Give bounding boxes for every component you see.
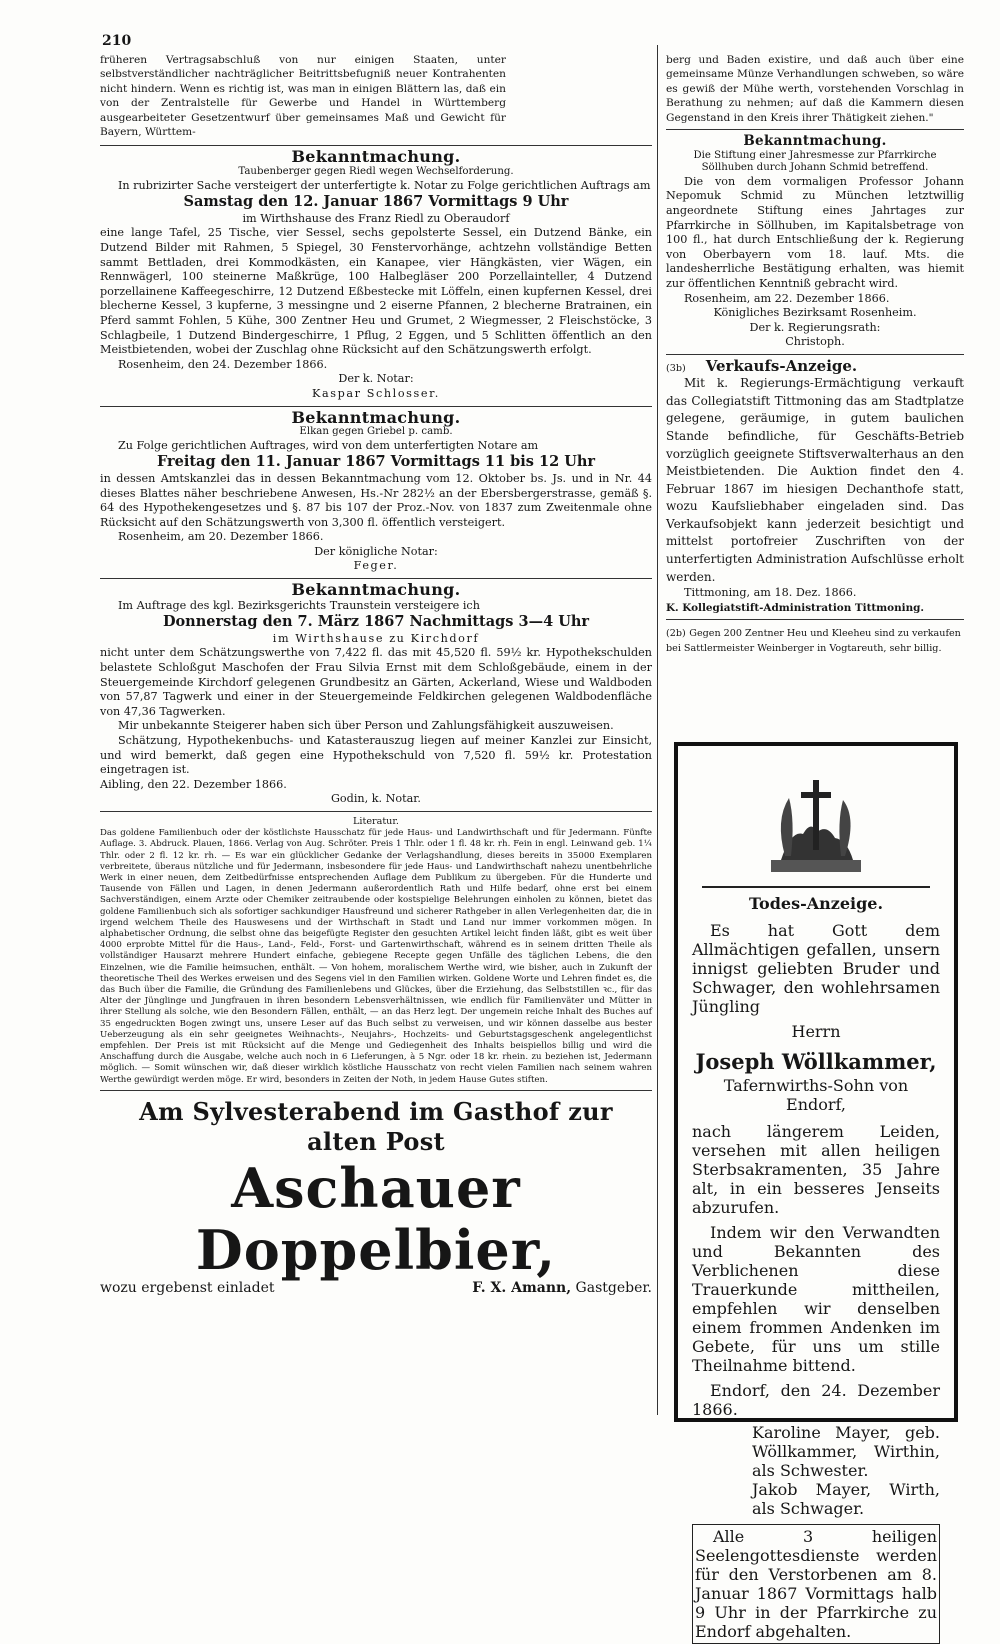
- advert-footer: [100, 1281, 652, 1296]
- divider: [666, 354, 964, 355]
- auction-date: Freitag den 11. Januar 1867 Vormittags 11 bis 12 Uhr: [156, 453, 596, 471]
- heu-text: Gegen 200 Zentner Heu und Kleeheu sind zu verkaufen bei Sattlermeister Weinberger in Vogtareuth, sehr billig.: [666, 628, 961, 655]
- mass-notice: [692, 1524, 940, 1644]
- literatur-section: [100, 816, 652, 1086]
- notice-place-date: Aibling, den 22. Dezember 1866.: [100, 777, 287, 791]
- death-notice-title: Todes-Anzeige.: [748, 894, 884, 913]
- auction-date: Samstag den 12. Januar 1867 Vormittags 9 Uhr: [183, 193, 569, 211]
- intro-left-text: früheren Vertragsabschluß von nur einigen Staaten, unter selbstverständlicher nachträglicher Beitrittsbefugniß neuer Kontrahenten nicht hindern. Wenn es richtig ist, was man in einigen Blättern las, daß ein von der Zentralstelle für Gewerbe und Handel in Württemberg ausgearbeiteter Gesetzentwurf über gemeinsames Maß und Gewicht für Bayern, Württem-: [100, 54, 506, 139]
- verkauf-place-date: Tittmoning, am 18. Dez. 1866.: [684, 586, 857, 600]
- newspaper-page: [100, 25, 964, 1641]
- notice-subtitle: Elkan gegen Griebel p. camb.: [299, 426, 453, 438]
- signer-title: Der k. Regierungsrath:: [749, 320, 881, 334]
- death-mass-text: Alle 3 heiligen Seelengottesdienste werden für den Verstorbenen am 8. Januar 1867 Vormittags halb 9 Uhr in der Pfarrkirche zu Endorf abgehalten.: [695, 1527, 937, 1641]
- grave-cross-emblem: [761, 760, 871, 880]
- signer-title: Der k. Notar:: [338, 372, 414, 386]
- notice-body: nicht unter dem Schätzungswerthe von 7,422 fl. das mit 45,520 fl. 59½ kr. Hypothekschulden belastete Schloßgut Maschofen der Frau Silvia Ernst mit dem Schloßgebäude, einem in der Steuergemeinde Kirchdorf gelegenen Grundbesitz an Gärten, Ackerland, Wiese und Waldboden von 57,87 Tagwerk und einer in der Steuergemeinde Feldkirchen gelegenen Waldbodenfläche von 47,36 Tagwerken.: [100, 646, 652, 718]
- notice-place-date: Rosenheim, am 22. Dezember 1866.: [684, 291, 890, 305]
- advert-product: Aschauer Doppelbier,: [195, 1155, 557, 1282]
- notice-intro: In rubrizirter Sache versteigert der unterfertigte k. Notar zu Folge gerichtlichen Auftrags am: [118, 178, 651, 192]
- death-place-date: Endorf, den 24. Dezember 1866.: [692, 1381, 940, 1419]
- verkauf-title: Verkaufs-Anzeige.: [705, 356, 858, 375]
- notice-maschofen: [100, 580, 652, 807]
- literatur-text: Das goldene Familienbuch oder der köstlichste Hausschatz für jede Haus- und Landwirthschaft und für Jedermann. Fünfte Auflage. 3. Abdruck. Plauen, 1866. Verlag von Aug. Schröter. Preis 1 Thlr. oder 1 fl. 48 kr. rh. Fein in engl. Leinwand geb. 1¼ Thlr. oder 2 fl. 12 kr. rh. — Es war ein glücklicher Gedanke der Verlagshandlung, dieses bereits in 35000 Exemplaren verbreitete, überaus nützliche und für Jedermann, insbesondere für jede Haus- und Landwirthschaft nahezu unentbehrliche Werk in einer neuen, dem Zeitbedürfnisse entsprechenden Auflage dem Publikum zu übergeben. Für die Hunderte und Tausende von Fällen und Lagen, in denen Jedermann außerordentlich Rath und Hilfe bedarf, ohne erst bei einem Sachverständigen, einem Arzte oder Chemiker zeitraubende oder kostspielige Belehrungen einholen zu können, bietet das goldene Familienbuch sich als sofortiger sachkundiger Hausfreund und sicherer Rathgeber in allen Verlegenheiten dar, die in irgend welchem Theile des Hauswesens und der Wirthschaft in Stadt und Land nur immer vorkommen mögen. In alphabetischer Ordnung, die selbst ohne das beigefügte Register den gesuchten Artikel leicht finden läßt, gibt es weit über 4000 erprobte Mittel für die Haus-, Land-, Feld-, Forst- und Gartenwirthschaft, während es in seinem dritten Theile als vollständiger Hausarzt mehrere Hundert einfache, gebiegene Recepte gegen Unfälle des täglichen Lebens, die den Einzelnen, wie die Familie heimsuchen, enthält. — Von hohem, moralischem Werthe wird, wie bisher, auch in Zukunft der theoretische Theil des Werkes erweisen und des Segens viel in den Familien wirken. Goldene Worte und Lehren findet es, die das Buch über die Familie, die Gründung des Familienlebens und Glückes, über die Erziehung, das Selbststillen ꝛc., für das Alter der Jünglinge und Jungfrauen in ihren besondern Lebensverhältnissen, wie endlich für Familienväter und Mütter in ihrer Stellung als solche, wie den Besondern Fällen, enthält, — an das Herz legt. Der ungemein reiche Inhalt des Buches auf 35 engedruckten Bogen zwingt uns, unsere Leser auf das Buch selbst zu verweisen, und wir können dasselbe aus bester Ueberzeugung als ein sehr geeignetes Weihnachts-, Neujahrs-, Hochzeits- und Geburtstagsgeschenk angelegentlichst empfehlen. Der Preis ist mit Rücksicht auf die Menge und Gediegenheit des Inhalts beispiellos billig und wird die Anschaffung durch die Ausgabe, welche auch noch in 6 Lieferungen, à 5 Ngr. oder 18 kr. rhein. zu beziehen ist, Jedermann möglich. — Somit wünschen wir, daß dieser wirklich köstliche Hausschatz von recht vielen Familien nach seinem wahren Werthe gewürdigt werden möge. Er wird, besonders in Zeiten der Noth, in jedem Hause Gutes stiften.: [100, 828, 652, 1085]
- signer-name: Kaspar Schlosser.: [312, 386, 440, 400]
- notice-body: eine lange Tafel, 25 Tische, vier Sessel, sechs gepolsterte Sessel, ein Dutzend Bänke, ein Dutzend Bilder mit Rahmen, 5 Spiegel, 30 Fenstervorhänge, achtzehn vollständige Betten sammt Bettladen, drei Kommodkästen, ein Kanapee, vier Hängkästen, vier Wägen, ein Rennwägerl, 100 steinerne Maßkrüge, 100 Halbegläser 200 Porzellainteller, 4 Dutzend porzellainene Kaffeegeschirre, 12 Dutzend Eßbestecke mit Löffeln, einen kupfernen Kessel, drei blecherne Kessel, 3 kupferne, 3 messingne und 2 eiserne Pfannen, 2 blecherne Bratrainen, ein Pferd sammt Fohlen, 5 Kühe, 300 Zentner Heu und Grumet, 2 Wiegmesser, 2 Fleischstöcke, 3 Schlagbeile, 1 Dutzend Bindergeschirre, 1 Pflug, 2 Eggen, und 5 Schlitten öffentlich an den Meistbietenden, wobei der Zuschlag ohne Rücksicht auf den Schätzungswerth erfolgt.: [100, 226, 652, 357]
- heu-advert: [666, 626, 964, 655]
- notice-place-date: Rosenheim, am 20. Dezember 1866.: [118, 530, 324, 544]
- notice-elkan: [100, 407, 652, 575]
- auction-place: im Wirthshause zu Kirchdorf: [272, 631, 480, 645]
- signer-name: Godin, k. Notar.: [331, 792, 421, 806]
- heu-tag: (2b): [666, 628, 686, 640]
- signer-name: Feger.: [353, 559, 399, 573]
- death-signature: Karoline Mayer, geb. Wöllkammer, Wirthin, als Schwester.: [752, 1423, 940, 1480]
- column-divider: [657, 45, 658, 1415]
- notice-body: Die von dem vormaligen Professor Johann Nepomuk Schmid zu München letztwillig angeordnete Stiftung eines Jahrtages zur Pfarrkirche in Söllhuben, im Kapitalsbetrage von 100 fl., hat durch Entschließung der k. Regierung von Oberbayern vom 18. lauf. Mts. die landesherrliche Bestätigung erhalten, was hiemit zur öffentlichen Kenntniß gebracht wird.: [666, 174, 964, 290]
- notice-title: Bekanntmachung.: [743, 133, 887, 150]
- divider: [100, 406, 652, 407]
- divider: [100, 578, 652, 579]
- divider: [100, 1090, 652, 1091]
- advert-headline: Am Sylvesterabend im Gasthof zur alten Post: [139, 1096, 613, 1156]
- deceased-role: Tafernwirths-Sohn von Endorf,: [723, 1076, 909, 1114]
- verkauf-tag: (3b): [666, 362, 686, 374]
- notice-title: Bekanntmachung.: [291, 580, 461, 600]
- advert-signer: F. X. Amann,: [472, 1279, 572, 1296]
- divider: [100, 145, 652, 146]
- notice-title: Bekanntmachung.: [291, 147, 461, 167]
- notice-intro: Im Auftrage des kgl. Bezirksgerichts Traunstein versteigere ich: [118, 598, 480, 612]
- left-column: [100, 53, 652, 1295]
- death-herr: Herrn: [791, 1022, 841, 1041]
- notice-intro: Zu Folge gerichtlichen Auftrages, wird von dem unterfertigten Notare am: [118, 438, 539, 452]
- auction-date: Donnerstag den 7. März 1867 Nachmittags 3—4 Uhr: [162, 613, 590, 631]
- deceased-name: Joseph Wöllkammer,: [695, 1049, 937, 1074]
- signer-title: Der königliche Notar:: [314, 544, 438, 558]
- signer-name: Christoph.: [785, 335, 845, 349]
- verkauf-header: [666, 356, 964, 375]
- notice-paragraph: Schätzung, Hypothekenbuchs- und Katasterauszug liegen auf meiner Kanzlei zur Einsicht, und wird bemerkt, daß gegen eine Hypothekschuld von 7,520 fl. 59½ kr. Protestation eingetragen ist.: [100, 734, 652, 777]
- notice-title: Bekanntmachung.: [291, 407, 461, 427]
- death-intro: Es hat Gott dem Allmächtigen gefallen, unsern innigst geliebten Bruder und Schwager, den wohlehrsamen Jüngling: [692, 921, 940, 1016]
- verkauf-body: Mit k. Regierungs-Ermächtigung verkauft das Collegiatstift Tittmoning das am Stadtplatze gelegene, geräumige, in gutem baulichen Stande befindliche, für Geschäfts-Betrieb vorzüglich geeignete Stiftsverwalterhaus an den Meistbietenden. Die Auktion findet den 4. Februar 1867 im hiesigen Dechanthofe statt, wozu Kaufsliebhaber eingeladen sind. Das Verkaufsobjekt kann jederzeit besichtigt und mittelst portofreier Zuschriften von der unterfertigten Administration Aufschlüsse erholt werden.: [666, 376, 964, 584]
- divider: [100, 811, 652, 812]
- notice-office: Königliches Bezirksamt Rosenheim.: [713, 306, 917, 320]
- death-signature: Jakob Mayer, Wirth, als Schwager.: [752, 1480, 940, 1518]
- divider: [666, 619, 964, 620]
- advert-signer-role: Gastgeber.: [575, 1279, 652, 1296]
- notice-place-date: Rosenheim, den 24. Dezember 1866.: [118, 357, 328, 371]
- page-number: 210: [102, 33, 132, 49]
- verkaufs-anzeige: [666, 356, 964, 616]
- notice-body: in dessen Amtskanzlei das in dessen Bekanntmachung vom 12. Oktober bs. Js. und in Nr. 44 dieses Blattes näher beschriebene Anwesen, Hs.-Nr 282½ an der Ebersbergerstrasse, gemäß §. 64 des Hypothekengesetzes und §. 87 bis 107 der Proz.-Nov. von 1837 zum Zweitenmale ohne Rücksicht auf den Schätzungswerth von 3,300 fl. öffentlich versteigert.: [100, 471, 652, 529]
- death-paragraph: Indem wir den Verwandten und Bekannten des Verblichenen diese Trauerkunde mittheilen, empfehlen wir denselben einem frommen Andenken im Gebete, für uns um stille Theilnahme bittend.: [692, 1223, 940, 1375]
- literatur-heading: Literatur.: [353, 815, 399, 827]
- advert-invite: wozu ergebenst einladet: [100, 1279, 275, 1296]
- notice-paragraph: Mir unbekannte Steigerer haben sich über Person und Zahlungsfähigkeit auszuweisen.: [118, 719, 614, 733]
- notice-subtitle: Taubenberger gegen Riedl wegen Wechselforderung.: [238, 166, 514, 178]
- notice-taubenberger: [100, 147, 652, 401]
- death-paragraph: nach längerem Leiden, versehen mit allen heiligen Sterbsakramenten, 35 Jahre alt, in ein besseres Jenseits abzurufen.: [692, 1122, 940, 1217]
- notice-soellhuben: [666, 134, 964, 350]
- divider: [666, 129, 964, 130]
- death-notice-box: [674, 742, 958, 1641]
- auction-place: im Wirthshause des Franz Riedl zu Oberaudorf: [242, 211, 510, 225]
- advert-signer-block: [472, 1281, 652, 1296]
- beer-advert: [100, 1097, 652, 1296]
- right-column: [666, 53, 964, 666]
- notice-subtitle: Die Stiftung einer Jahresmesse zur Pfarrkirche Söllhuben durch Johann Schmid betreffend.: [693, 149, 937, 174]
- verkauf-signer: K. Kollegiatstift-Administration Tittmoning.: [666, 601, 925, 614]
- intro-right-text: berg und Baden existire, und daß auch über eine gemeinsame Münze Verhandlungen schweben, so wäre es gewiß der Mühe werth, vorstehenden Vorschlag in Berathung zu nehmen; auf daß die Kammern diesen Gegenstand in den Kreis ihrer Thätigkeit ziehen.": [666, 54, 964, 124]
- divider: [702, 886, 930, 888]
